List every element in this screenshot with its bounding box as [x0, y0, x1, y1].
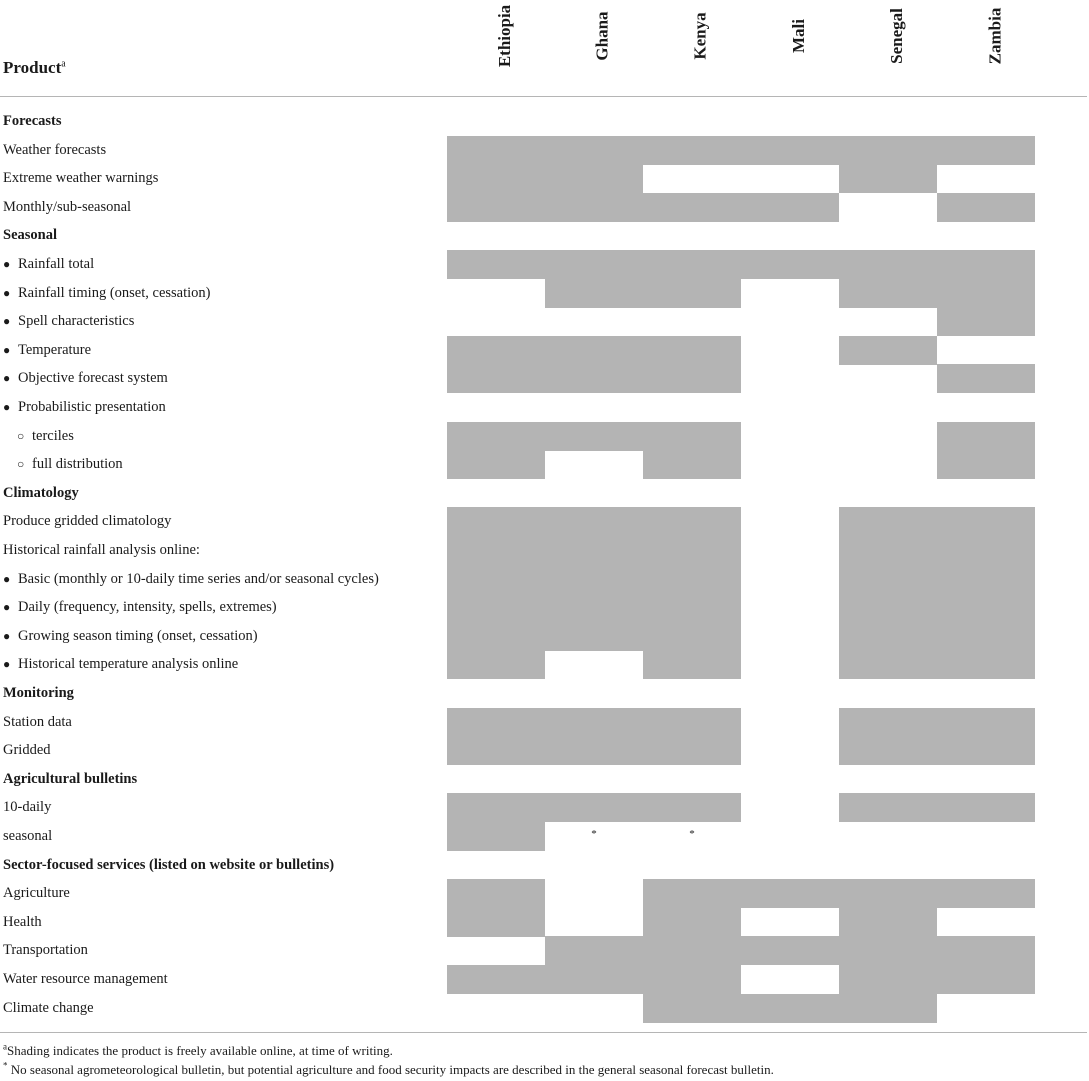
row-text: Transportation [3, 942, 88, 959]
row-text: Historical rainfall analysis online: [3, 542, 200, 558]
shaded-cell [839, 994, 937, 1023]
product-row-label [3, 307, 134, 336]
product-row-label [3, 164, 158, 193]
product-column-header: Product$^a$ [3, 58, 66, 77]
footnote-seasonal: * No seasonal agrometeorological bulletin, but potential agriculture and food security impacts are described in the general seasonal forecast bulletin. [3, 1060, 774, 1077]
shaded-cell [839, 622, 937, 651]
row-text: Daily (frequency, intensity, spells, extremes) [18, 599, 277, 616]
shaded-cell [937, 450, 1035, 479]
shaded-cell [447, 822, 545, 851]
shaded-cell [937, 736, 1035, 765]
product-row-label [3, 336, 91, 365]
shaded-cell [839, 593, 937, 622]
shaded-cell [937, 536, 1035, 565]
sub-bullet-icon: ○ [17, 428, 25, 443]
product-row-label [3, 450, 123, 479]
shaded-cell [839, 708, 937, 737]
shaded-cell [643, 994, 741, 1023]
row-text: Spell characteristics [18, 313, 135, 330]
row-text: Temperature [18, 341, 92, 358]
shaded-cell [447, 336, 545, 365]
shaded-cell [447, 650, 545, 679]
section-heading [3, 107, 62, 136]
shaded-cell [643, 536, 741, 565]
product-row-label [3, 708, 72, 737]
shaded-cell [937, 565, 1035, 594]
product-row-label [3, 250, 94, 279]
row-text: Rainfall total [18, 256, 95, 272]
shaded-cell [545, 565, 643, 594]
shaded-cell [447, 565, 545, 594]
shaded-cell [937, 279, 1035, 308]
shaded-cell [839, 536, 937, 565]
product-row-label [3, 279, 211, 308]
shaded-cell [937, 507, 1035, 536]
product-row-label [3, 536, 200, 565]
shaded-cell [643, 279, 741, 308]
product-row-label [3, 364, 168, 393]
row-text: Rainfall timing (onset, cessation) [18, 284, 211, 301]
product-row-label [3, 565, 379, 594]
product-row-label [3, 136, 106, 165]
shaded-cell [643, 593, 741, 622]
shaded-cell [545, 622, 643, 651]
shaded-cell [545, 279, 643, 308]
row-text: Probabilistic presentation [18, 399, 166, 415]
shaded-cell [545, 364, 643, 393]
row-text: Climatology [3, 484, 79, 501]
product-row-label [3, 936, 88, 965]
shaded-cell [741, 879, 839, 908]
section-heading [3, 479, 79, 508]
row-text: seasonal [3, 828, 53, 844]
bullet-icon: ● [3, 628, 11, 643]
bullet-icon: ● [3, 400, 11, 414]
shaded-cell [839, 279, 937, 308]
row-text: Produce gridded climatology [3, 513, 172, 530]
shaded-cell [447, 879, 545, 908]
product-row-label [3, 622, 258, 651]
shaded-cell [741, 136, 839, 165]
shaded-cell [839, 164, 937, 193]
shaded-cell [545, 250, 643, 279]
row-text: Seasonal [3, 227, 57, 244]
shaded-cell [545, 336, 643, 365]
bullet-icon: ● [3, 571, 11, 586]
bullet-icon: ● [3, 285, 11, 300]
shaded-cell [741, 250, 839, 279]
shaded-cell [937, 364, 1035, 393]
shaded-cell [447, 422, 545, 451]
table-bottom-rule [0, 1032, 1087, 1033]
shaded-cell [839, 507, 937, 536]
shaded-cell [643, 965, 741, 994]
shaded-cell [741, 936, 839, 965]
shaded-cell [937, 307, 1035, 336]
shaded-cell [447, 736, 545, 765]
section-heading [3, 221, 57, 250]
shaded-cell [447, 536, 545, 565]
product-row-label [3, 879, 70, 908]
shaded-cell [447, 593, 545, 622]
row-text: Weather forecasts [3, 141, 107, 158]
bullet-icon: ● [3, 657, 11, 672]
shaded-cell [643, 364, 741, 393]
shaded-cell [447, 450, 545, 479]
row-text: Forecasts [3, 113, 62, 129]
shaded-cell [545, 164, 643, 193]
shaded-cell [545, 593, 643, 622]
row-text: Sector-focused services (listed on website or bulletins) [3, 856, 335, 873]
shaded-cell [839, 965, 937, 994]
footnote-shading: $^a$Shading indicates the product is freely available online, at time of writing. [3, 1041, 393, 1058]
shaded-cell [839, 250, 937, 279]
shaded-cell [545, 422, 643, 451]
footnote-marker: * [591, 828, 597, 840]
shaded-cell [643, 193, 741, 222]
shaded-cell [447, 164, 545, 193]
product-row-label [3, 650, 238, 679]
shaded-cell [937, 879, 1035, 908]
shaded-cell [937, 422, 1035, 451]
shaded-cell [643, 507, 741, 536]
row-text: Monitoring [3, 685, 74, 701]
shaded-cell [937, 965, 1035, 994]
shaded-cell [741, 193, 839, 222]
shaded-cell [839, 565, 937, 594]
shaded-cell [937, 622, 1035, 651]
shaded-cell [643, 136, 741, 165]
row-text: Historical temperature analysis online [18, 656, 239, 673]
product-row-label [3, 965, 168, 994]
row-text: Objective forecast system [18, 370, 168, 387]
shaded-cell [545, 536, 643, 565]
shaded-cell [643, 565, 741, 594]
row-text: Extreme weather warnings [3, 170, 159, 187]
shaded-cell [643, 450, 741, 479]
shaded-cell [545, 193, 643, 222]
shaded-cell [643, 708, 741, 737]
row-text: Agriculture [3, 885, 70, 902]
bullet-icon: ● [3, 257, 11, 271]
shaded-cell [643, 879, 741, 908]
shaded-cell [447, 622, 545, 651]
product-row-label [3, 393, 166, 422]
shaded-cell [937, 136, 1035, 165]
header-divider [0, 96, 1087, 97]
shaded-cell [937, 936, 1035, 965]
shaded-cell [741, 994, 839, 1023]
shaded-cell [937, 593, 1035, 622]
shaded-cell [937, 650, 1035, 679]
bullet-icon: ● [3, 342, 11, 357]
product-row-label [3, 736, 51, 765]
product-row-label [3, 793, 51, 822]
footnote-marker: * [689, 828, 695, 840]
section-heading [3, 679, 74, 708]
shaded-cell [545, 965, 643, 994]
product-row-label [3, 994, 94, 1023]
shaded-cell [447, 965, 545, 994]
shaded-cell [643, 650, 741, 679]
row-text: full distribution [32, 456, 123, 473]
shaded-cell [447, 250, 545, 279]
shaded-cell [447, 364, 545, 393]
shaded-cell [839, 136, 937, 165]
shaded-cell [643, 936, 741, 965]
shaded-cell [937, 708, 1035, 737]
shaded-cell [643, 736, 741, 765]
shaded-cell [643, 908, 741, 937]
shaded-cell [839, 793, 937, 822]
row-text: Station data [3, 713, 72, 730]
product-row-label [3, 822, 52, 851]
shaded-cell [447, 193, 545, 222]
shaded-cell [643, 336, 741, 365]
product-row-label [3, 908, 42, 937]
shaded-cell [643, 793, 741, 822]
row-text: Basic (monthly or 10-daily time series and/or seasonal cycles) [18, 570, 379, 587]
product-row-label [3, 422, 74, 451]
shaded-cell [839, 650, 937, 679]
shaded-cell [839, 336, 937, 365]
shaded-cell [839, 879, 937, 908]
section-heading [3, 851, 334, 880]
shaded-cell [545, 936, 643, 965]
shaded-cell [937, 793, 1035, 822]
shaded-cell [447, 708, 545, 737]
shaded-cell [545, 708, 643, 737]
row-text: Health [3, 913, 42, 930]
shaded-cell [643, 622, 741, 651]
shaded-cell [839, 936, 937, 965]
shaded-cell [447, 793, 545, 822]
row-text: 10-daily [3, 799, 52, 816]
row-text: Climate change [3, 999, 94, 1016]
row-text: Gridded [3, 742, 51, 759]
shaded-cell [447, 136, 545, 165]
bullet-icon: ● [3, 600, 11, 615]
shaded-cell [447, 507, 545, 536]
shaded-cell [839, 736, 937, 765]
product-row-label [3, 193, 131, 222]
section-heading [3, 765, 137, 794]
shaded-cell [937, 250, 1035, 279]
row-text: Water resource management [3, 971, 168, 987]
shaded-cell [545, 136, 643, 165]
shaded-cell [643, 422, 741, 451]
shaded-cell [545, 507, 643, 536]
product-row-label [3, 507, 171, 536]
bullet-icon: ● [3, 314, 11, 329]
row-text: Growing season timing (onset, cessation) [18, 627, 258, 644]
shaded-cell [545, 793, 643, 822]
shaded-cell [839, 908, 937, 937]
row-text: terciles [32, 427, 74, 444]
row-text: Monthly/sub-seasonal [3, 198, 132, 215]
row-text: Agricultural bulletins [3, 770, 138, 787]
shaded-cell [447, 908, 545, 937]
shaded-cell [545, 736, 643, 765]
sub-bullet-icon: ○ [17, 457, 25, 472]
shaded-cell [643, 250, 741, 279]
product-row-label [3, 593, 277, 622]
shaded-cell [937, 193, 1035, 222]
bullet-icon: ● [3, 371, 11, 386]
